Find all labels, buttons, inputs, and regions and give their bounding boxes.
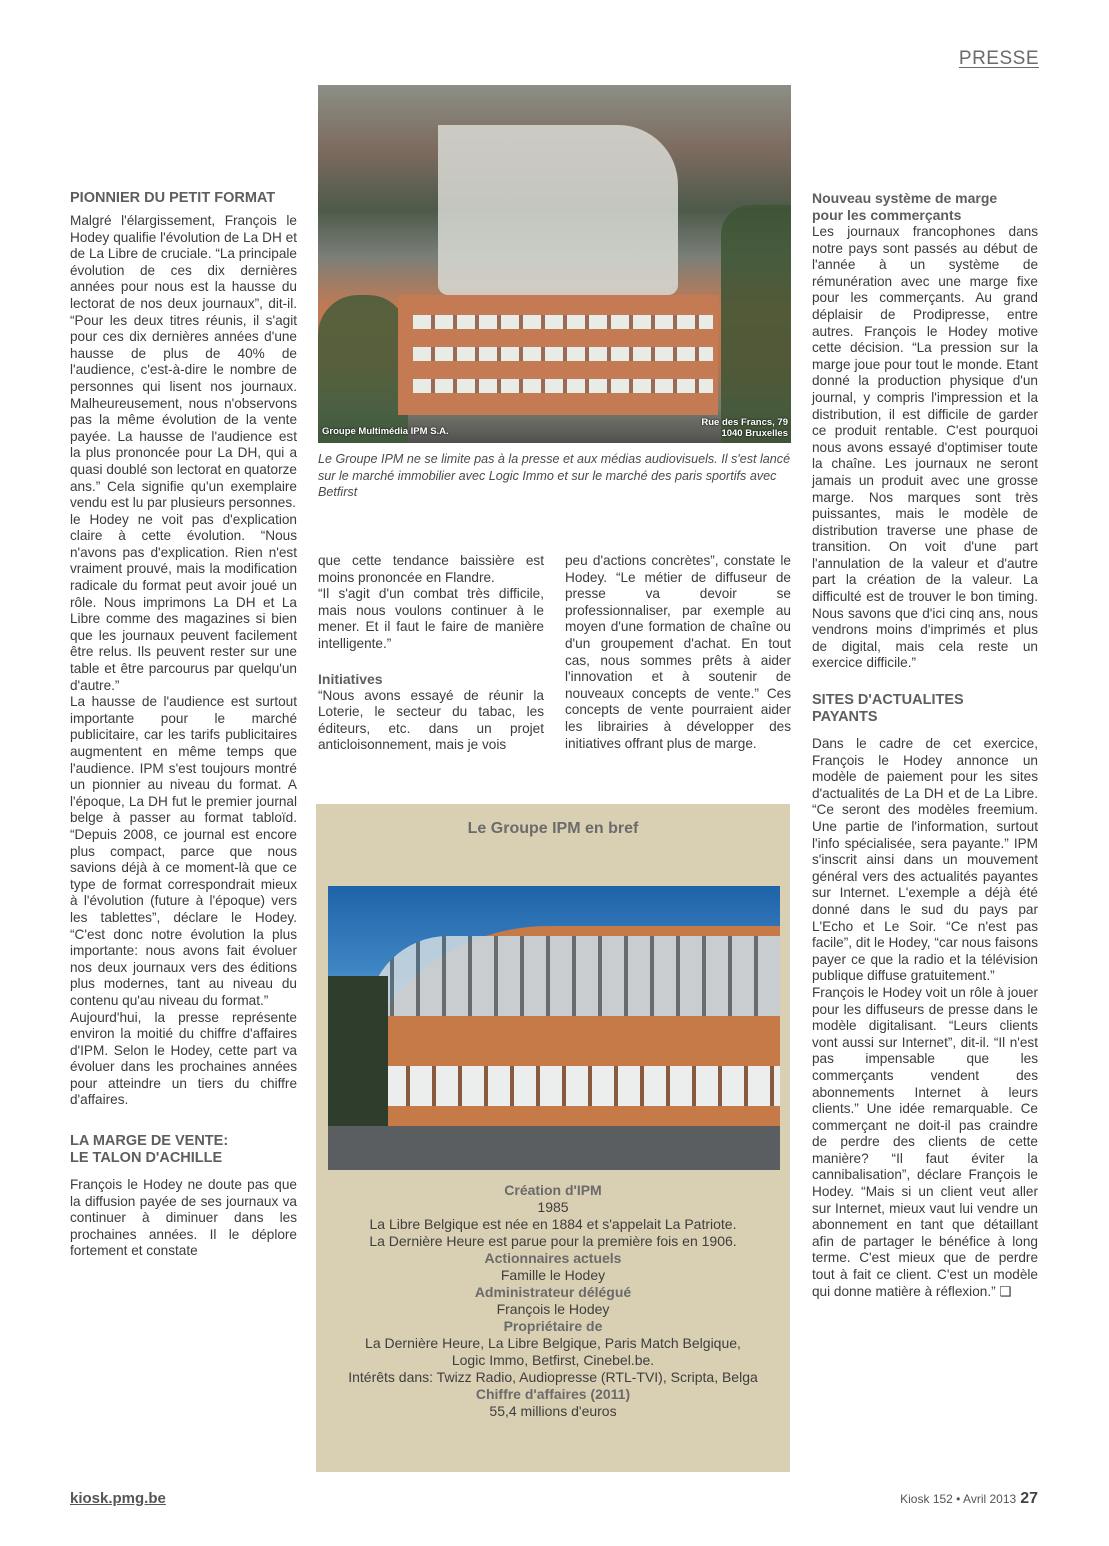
paragraph: Malgré l'élargissement, François le Hodey qualifie l'évolution de La DH et de La Libre de cruciale. “La principale évolution de ces dix dernières années pour nous est la hausse du lectorat de nos deux journaux”, dit-il. “Pour les deux titres réunis, il s'agit pour ces dix dernières années d'une hausse de plus de 40% de l'audience, c'est-à-dire le nombre de personnes qui lisent nos journaux. Malheureusement, nous n'observons pas la même évolution de la vente payée. La hausse de l'audience est la plus prononcée pour La DH, qui a quasi doublé son lectorat en quatorze ans.” Cela signifie qu'un exemplaire vendu est lu par plusieurs personnes.: [70, 213, 297, 511]
fact-label: Actionnaires actuels: [484, 1250, 622, 1266]
paragraph: “Il s'agit d'un combat très difficile, mais nous voulons continuer à le mener. Et il faut le faire de manière intelligente.”: [318, 586, 544, 651]
footer-issue: [900, 1490, 1038, 1508]
paragraph: François le Hodey ne doute pas que la diffusion payée de ses journaux va continuer à diminuer dans les prochaines années. Il le déplore fortement et constate: [70, 1177, 297, 1259]
paragraph: La hausse de l'audience est surtout importante pour le marché publicitaire, car les tarifs publicitaires augmentent en même temps que l'audience. IPM s'est toujours montré un pionnier au niveau du format. A l'époque, La DH fut le premier journal belge à passer au format tabloïd. “Depuis 2008, ce journal est encore plus compact, parce que nous savions déjà à ce moment-là que ce type de format correspondrait mieux à l'évolution (future à l'époque) vers les tablettes”, déclare le Hodey. “C'est donc notre évolution la plus importante: nous avons fait évoluer nos deux journaux vers des éditions plus modernes, tant au niveau du contenu qu'au niveau du format.”: [70, 694, 297, 1008]
building-photo: [328, 886, 780, 1170]
box-facts: [316, 1182, 790, 1420]
photo-caption: Le Groupe IPM ne se limite pas à la presse et aux médias audiovisuels. Il s'est lancé sur le marché immobilier avec Logic Immo et sur le marché des paris sportifs avec Betfirst: [318, 452, 791, 499]
fact-value: La Dernière Heure est parue pour la première fois en 1906.: [369, 1233, 737, 1249]
fact-label: Création d'IPM: [504, 1182, 602, 1198]
page-number: 27: [1020, 1490, 1038, 1507]
heading-marge: LA MARGE DE VENTE: LE TALON D'ACHILLE: [70, 1133, 229, 1167]
paragraph: que cette tendance baissière est moins prononcée en Flandre.: [318, 553, 544, 585]
paragraph: François le Hodey voit un rôle à jouer pour les diffuseurs de presse dans le modèle digitalisant. “Leurs clients vont aussi sur Internet”, dit-il. “Il n'est pas impensable que les commerçants vendent des abonnements Internet à leurs clients.” Une idée remarquable. Ce commerçant ne doit-il pas craindre de perdre des clients de cette manière? “Il faut éviter la cannibalisation”, déclare François le Hodey. “Mais si un client veut aller sur Internet, mieux vaut lui vendre un abonnement en tant que détaillant afin de partager le bénéfice à long terme. C'est mieux que de perdre tout à fait ce client. C'est un modèle qui donne matière à réflexion.” ❑: [812, 984, 1038, 1299]
column-2: [318, 553, 544, 754]
info-box: [316, 804, 790, 1472]
photo-address: Rue des Francs, 79 1040 Bruxelles: [701, 417, 788, 439]
paragraph: Dans le cadre de cet exercice, François le Hodey annonce un modèle de paiement pour les sites d'actualités de La DH et de La Libre. “Ce seront des modèles freemium. Une partie de l'information, surtout l'info spécialisée, sera payante.” IPM s'inscrit ainsi dans un mouvement général vers des actualités payantes sur Internet. L'exemple a déjà été donné dans le sud du pays par L'Echo et Le Soir. “Ce n'est pas facile”, dit le Hodey, “car nous faisons payer ce que la radio et la télévision publique diffuse gratuitement.”: [812, 736, 1038, 984]
paragraph: “Nous avons essayé de réunir la Loterie, le secteur du tabac, les éditeurs, etc. dans un projet anticloisonnement, mais je vois: [318, 687, 544, 753]
heading-nouveau-systeme: Nouveau système de marge pour les commerçants: [812, 190, 998, 223]
column-4: [812, 190, 1038, 1300]
fact-value: La Libre Belgique est née en 1884 et s'appelait La Patriote.: [369, 1216, 737, 1232]
fact-value: Intérêts dans: Twizz Radio, Audiopresse (RTL-TVI), Scripta, Belga: [348, 1369, 758, 1385]
issue-label: Kiosk 152 • Avril 2013: [900, 1492, 1017, 1506]
paragraph: Aujourd'hui, la presse représente environ la moitié du chiffre d'affaires d'IPM. Selon le Hodey, cette part va évoluer dans les prochaines années pour atteindre un tiers du chiffre d'affaires.: [70, 1009, 297, 1108]
fact-value: La Dernière Heure, La Libre Belgique, Paris Match Belgique,: [365, 1335, 741, 1351]
heading-initiatives: Initiatives: [318, 670, 383, 687]
fact-value: François le Hodey: [496, 1301, 610, 1317]
box-title: Le Groupe IPM en bref: [467, 820, 639, 837]
fact-label: Propriétaire de: [503, 1318, 603, 1334]
building-aerial-photo: [318, 85, 791, 443]
fact-value: Logic Immo, Betfirst, Cinebel.be.: [451, 1352, 655, 1368]
heading-sites: SITES D'ACTUALITES PAYANTS: [812, 692, 964, 726]
column-1: [70, 190, 297, 1260]
heading-pionnier: PIONNIER DU PETIT FORMAT: [70, 190, 276, 206]
footer-site-link[interactable]: kiosk.pmg.be: [70, 1490, 166, 1507]
paragraph: Les journaux francophones dans notre pays sont passés au début de l'année à un système de rémunération avec une marge fixe pour les commerçants. Au grand déplaisir de Prodipresse, entre autres. François le Hodey motive cette décision. “La pression sur la marge joue pour tout le monde. Etant donné la production physique d'un journal, y compris l'impression et la distribution, il est difficile de garder ce produit rentable. C'est pourquoi nous avons essayé d'optimiser toute la chaîne. Les journaux ne seront jamais un produit avec une grosse marge. Nos marques sont très puissantes, mais le modèle de distribution traverse une phase de transition. On voit d'une part l'annulation de la valeur et d'autre part la création de la valeur. La difficulté est de trouver le bon timing. Nous savons que d'ici cinq ans, nous vendrons moins d'imprimés et plus de digital, mais cela reste un exercice difficile.”: [812, 224, 1038, 671]
photo-credit: Groupe Multimédia IPM S.A.: [322, 426, 449, 437]
paragraph: peu d'actions concrètes”, constate le Hodey. “Le métier de diffuseur de presse va devoir se professionnaliser, par exemple au moyen d'une formation de chaîne ou d'un groupement d'achat. En tout cas, nous sommes prêts à aider l'innovation et à soutenir de nouveaux concepts de vente.” Ces concepts de vente pourraient aider les librairies à développer des initiatives offrant plus de marge.: [565, 553, 791, 751]
paragraph: le Hodey ne voit pas d'explication claire à cette évolution. “Nous n'avons pas d'explication. Rien n'est vraiment prouvé, mais la modification radicale du format peut avoir joué un rôle. Nous imprimons La DH et La Libre comme des magazines si bien que les journaux peuvent facilement être relus. Ils peuvent rester sur une table et être parcourus par quelqu'un d'autre.”: [70, 511, 297, 693]
fact-label: Administrateur délégué: [474, 1284, 632, 1300]
fact-label: Chiffre d'affaires (2011): [475, 1386, 631, 1402]
section-label: PRESSE: [958, 48, 1039, 69]
fact-value: 1985: [537, 1199, 569, 1215]
fact-value: 55,4 millions d'euros: [489, 1403, 617, 1419]
fact-value: Famille le Hodey: [500, 1267, 606, 1283]
column-3: [565, 553, 791, 752]
